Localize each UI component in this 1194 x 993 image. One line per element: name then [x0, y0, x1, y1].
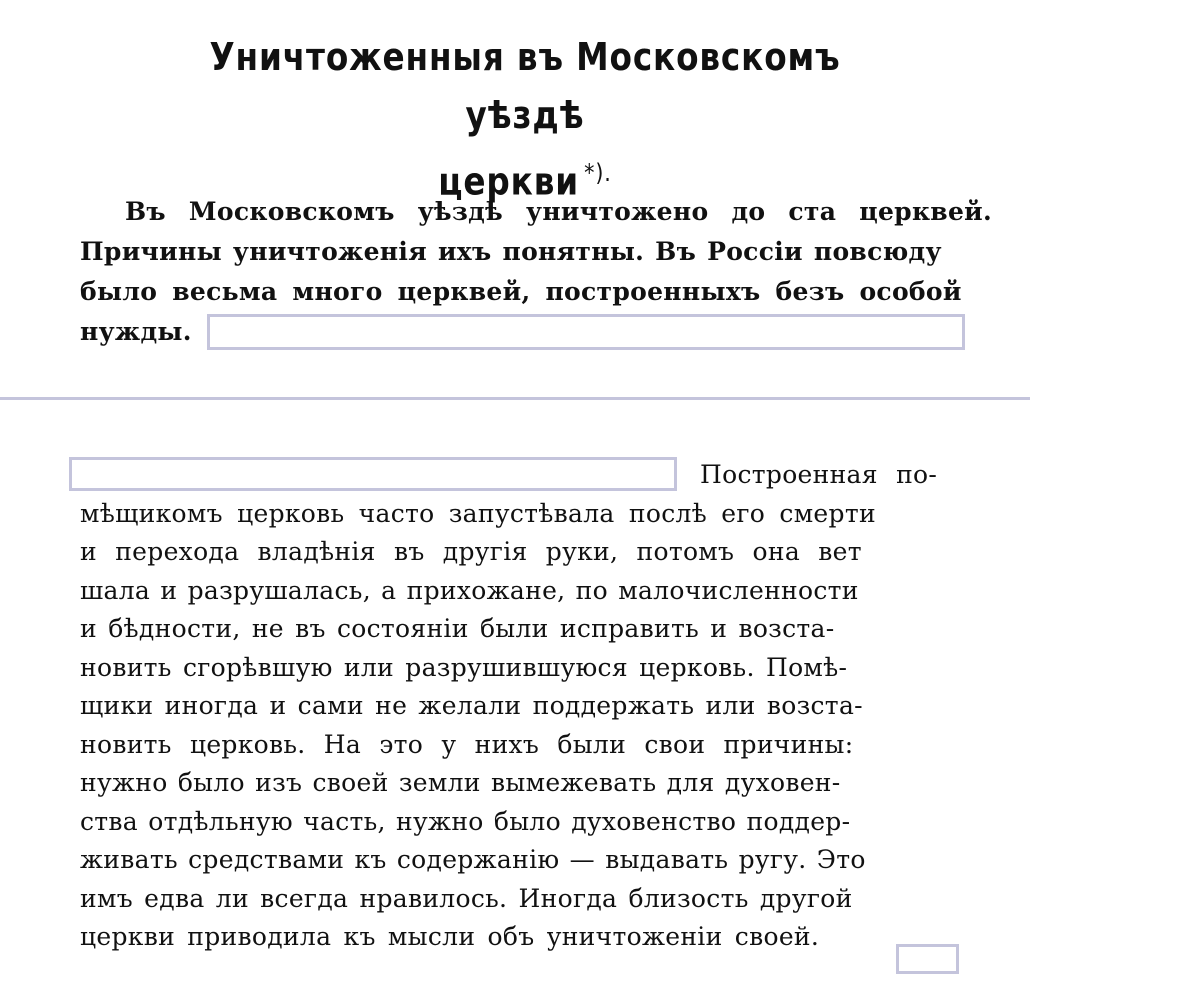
paragraph-2-line-11: живать средствами къ содержанію — выдавать ругу. Это	[80, 845, 866, 874]
paragraph-2-line-6: новить сгорѣвшую или разрушившуюся церковь. Помѣ-	[80, 652, 848, 682]
redaction-box-2	[69, 457, 677, 491]
paragraph-1-line-3: было весьма много церквей, построенныхъ безъ особой	[80, 277, 962, 306]
paragraph-2-line-8: новить церковь. На это у нихъ были свои причины:	[80, 729, 854, 759]
paragraph-2-line-10: ства отдѣльную часть, нужно было духовенство поддер-	[80, 806, 851, 836]
paragraph-2-line-3: и перехода владѣнія въ другія руки, потомъ она вет	[80, 537, 862, 566]
paragraph-2-line-5: и бѣдности, не въ состояніи были исправить и возста-	[80, 614, 835, 643]
paragraph-2-line-4: шала и разрушалась, а прихожане, по малочисленности	[80, 575, 859, 605]
paragraph-2-line-7: щики иногда и сами не желали поддержать или возста-	[80, 691, 863, 720]
paragraph-2-line-9: нужно было изъ своей земли вымежевать для духовен-	[80, 768, 841, 797]
redaction-box-1	[207, 314, 965, 350]
paragraph-2-line-2: мѣщикомъ церковь часто запустѣвала послѣ его смерти	[80, 498, 876, 528]
paragraph-2	[80, 456, 965, 957]
page-title	[177, 28, 874, 211]
section-divider	[0, 397, 1030, 400]
title-line-1: Уничтоженныя въ Московскомъ уѣздѣ	[209, 35, 841, 137]
redaction-box-3	[896, 944, 959, 974]
paragraph-1-line-2: Причины уничтоженія ихъ понятны. Въ Россіи повсюду	[80, 237, 942, 266]
paragraph-2-line-12: имъ едва ли всегда нравилось. Иногда близость другой	[80, 883, 853, 913]
paragraph-1-line-4: нужды.	[80, 317, 192, 346]
paragraph-1-line-1: Въ Московскомъ уѣздѣ уничтожено до ста церквей.	[125, 197, 993, 226]
paragraph-2-line-13: церкви приводила къ мысли объ уничтоженіи своей.	[80, 922, 820, 951]
paragraph-2-line-1: Построенная по-	[700, 460, 938, 489]
title-line-2-text: церкви	[438, 159, 580, 204]
footnote-marker: *).	[584, 159, 612, 187]
